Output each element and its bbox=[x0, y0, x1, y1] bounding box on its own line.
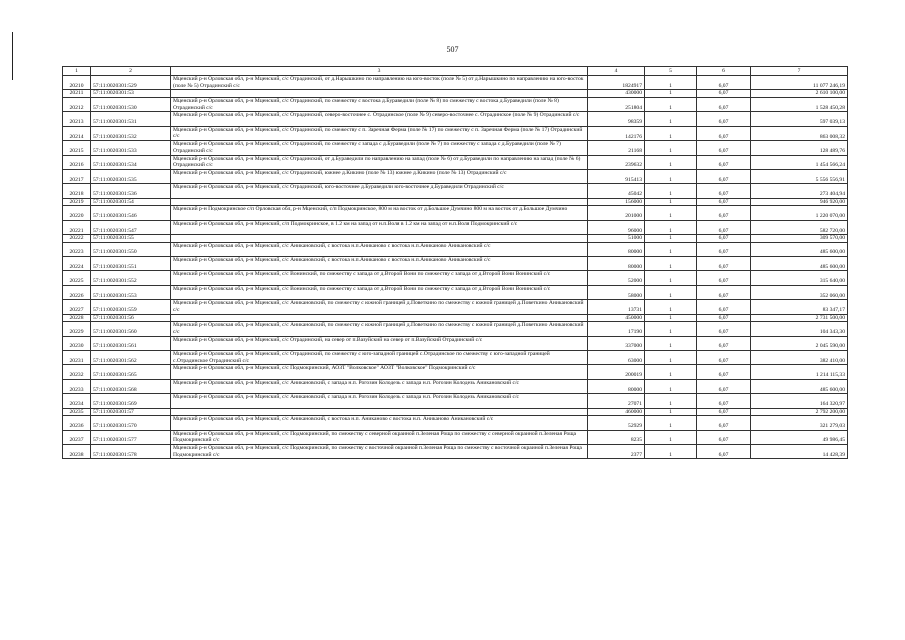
table-row bbox=[63, 206, 848, 220]
row-number: 20230 bbox=[63, 336, 91, 350]
cost-value: 485 600,00 bbox=[751, 379, 848, 393]
location-description: Мценский р-н Орловская обл, р-н Мценский, с/с Аникановский, с востока н.п.Аниканово с востока н.п.Аниканово Аникановский с/с bbox=[171, 257, 588, 271]
location-description bbox=[171, 198, 588, 206]
location-description: Мценский р-н Подмокринское с/п Орловская обл, р-н Мценский, с/п Подмокринское, 800 м на восток от д.Большое Думчино 800 м на восток от д.Большое Думчино bbox=[171, 206, 588, 220]
location-description: Мценский р-н Орловская обл, р-н Мценский, с/с Аникановский, с запада н.п. Рогозин Колодезь с запада н.п. Рогозин Колодезь Аникановский с/с bbox=[171, 379, 588, 393]
cadastral-number: 57:11:0020301:565 bbox=[91, 365, 171, 379]
location-description: Мценский р-н Орловская обл, р-н Мценский, с/с Аникановский, с востока н.п.Аниканово с востока н.п.Аниканово Аникановский с/с bbox=[171, 242, 588, 256]
location-description: Мценский р-н Орловская обл, р-н Мценский, с/с Отрадинский, от д.Нарышкино по направлению на юго-восток (поле № 5) от д.Нарышкино по направлению на юго-восток (поле № 5) Отрадинский с/с bbox=[171, 76, 588, 90]
table-row bbox=[63, 198, 848, 206]
cost-value: 863 008,32 bbox=[751, 126, 848, 140]
col5-value: 1 bbox=[645, 169, 697, 183]
location-description: Мценский р-н Орловская обл, р-н Мценский, с/с Отрадинский, южнее д.Кикино (поле № 13) южнее д.Кикино (поле № 13) Отрадинский с/с bbox=[171, 169, 588, 183]
area-value: 450000 bbox=[588, 314, 645, 322]
cadastral-number: 57:11:0020301:529 bbox=[91, 76, 171, 90]
table-row bbox=[63, 314, 848, 322]
area-value: 80000 bbox=[588, 257, 645, 271]
row-number: 20212 bbox=[63, 97, 91, 111]
rate-value: 6,07 bbox=[697, 198, 751, 206]
row-number: 20214 bbox=[63, 126, 91, 140]
cost-value: 315 640,00 bbox=[751, 271, 848, 285]
area-value: 2377 bbox=[588, 444, 645, 458]
table-row bbox=[63, 220, 848, 234]
col5-value: 1 bbox=[645, 351, 697, 365]
cadastral-number: 57:11:0020301:547 bbox=[91, 220, 171, 234]
table-row bbox=[63, 336, 848, 350]
cadastral-number: 57:11:0020301:577 bbox=[91, 430, 171, 444]
table-row bbox=[63, 365, 848, 379]
cadastral-number: 57:11:0020301:531 bbox=[91, 112, 171, 126]
row-number: 20232 bbox=[63, 365, 91, 379]
location-description: Мценский р-н Орловская обл, р-н Мценский, с/с Отрадинский, по смежеству с востока д.Бураведили (поле № 8) по смежеству с востока д.Бураведили (поле № 8) Отрадинский с/с bbox=[171, 97, 588, 111]
row-number: 20229 bbox=[63, 322, 91, 336]
location-description: Мценский р-н Орловская обл, р-н Мценский, с/с Аникановский, по смежеству с южной границей д.Поветкино по смежеству с южной границей д.Поветкино Аникановский с/с bbox=[171, 300, 588, 314]
cost-value: 11 077 246,19 bbox=[751, 76, 848, 90]
area-value: 201000 bbox=[588, 206, 645, 220]
cost-value: 128 489,76 bbox=[751, 141, 848, 155]
column-header: 7 bbox=[751, 67, 848, 76]
rate-value: 6,07 bbox=[697, 271, 751, 285]
rate-value: 6,07 bbox=[697, 220, 751, 234]
col5-value: 1 bbox=[645, 242, 697, 256]
col5-value: 1 bbox=[645, 322, 697, 336]
col5-value: 1 bbox=[645, 408, 697, 416]
col5-value: 1 bbox=[645, 126, 697, 140]
cadastral-number: 57:11:0020301:578 bbox=[91, 444, 171, 458]
rate-value: 6,07 bbox=[697, 242, 751, 256]
margin-line bbox=[12, 32, 13, 80]
cadastral-number: 57:11:0020301:533 bbox=[91, 141, 171, 155]
col5-value: 1 bbox=[645, 206, 697, 220]
col5-value: 1 bbox=[645, 235, 697, 243]
table-row bbox=[63, 300, 848, 314]
row-number: 20226 bbox=[63, 285, 91, 299]
location-description: Мценский р-н Орловская обл, р-н Мценский, с/с Отрадинский, северо-восточнее с. Отрадинское (поле № 9) северо-восточнее с. Отрадинское (поле № 9) Отрадинский с/с bbox=[171, 112, 588, 126]
location-description: Мценский р-н Орловская обл, р-н Мценский, с/п Подмокринское, в 1.2 км на запад от н.п.Воля в 1.2 км на запад от н.п.Воля Подмокринский с/с bbox=[171, 220, 588, 234]
cadastral-number: 57:11:0020301:57 bbox=[91, 408, 171, 416]
rate-value: 6,07 bbox=[697, 235, 751, 243]
cadastral-number: 57:11:0020301:535 bbox=[91, 169, 171, 183]
table-row bbox=[63, 322, 848, 336]
cost-value: 309 570,00 bbox=[751, 235, 848, 243]
location-description: Мценский р-н Орловская обл, р-н Мценский, с/с Подмокринский, по смежеству с восточной окраиной п.Зеленая Роща по смежеству с восточной окраиной п.Зеленая Роща Подмокринский с/с bbox=[171, 444, 588, 458]
area-value: 80000 bbox=[588, 379, 645, 393]
row-number: 20224 bbox=[63, 257, 91, 271]
rate-value: 6,07 bbox=[697, 314, 751, 322]
cost-value: 14 428,39 bbox=[751, 444, 848, 458]
row-number: 20223 bbox=[63, 242, 91, 256]
area-value: 27071 bbox=[588, 394, 645, 408]
location-description: Мценский р-н Орловская обл, р-н Мценский, с/с Вонинский, по смежеству с запада от д.Второй Вони по смежеству с запада от д.Второй Вони Вонинский с/с bbox=[171, 271, 588, 285]
table-row bbox=[63, 271, 848, 285]
row-number: 20236 bbox=[63, 416, 91, 430]
rate-value: 6,07 bbox=[697, 76, 751, 90]
row-number: 20219 bbox=[63, 198, 91, 206]
area-value: 251804 bbox=[588, 97, 645, 111]
area-value: 98359 bbox=[588, 112, 645, 126]
rate-value: 6,07 bbox=[697, 365, 751, 379]
cost-value: 946 920,00 bbox=[751, 198, 848, 206]
cadastral-number: 57:11:0020301:559 bbox=[91, 300, 171, 314]
table-row bbox=[63, 394, 848, 408]
row-number: 20211 bbox=[63, 90, 91, 98]
col5-value: 1 bbox=[645, 141, 697, 155]
cadastral-number: 57:11:0020301:569 bbox=[91, 394, 171, 408]
cadastral-number: 57:11:0020301:562 bbox=[91, 351, 171, 365]
cadastral-number: 57:11:0020301:568 bbox=[91, 379, 171, 393]
cost-value: 2 731 500,00 bbox=[751, 314, 848, 322]
col5-value: 1 bbox=[645, 336, 697, 350]
col5-value: 1 bbox=[645, 416, 697, 430]
cadastral-number: 57:11:0020301:530 bbox=[91, 97, 171, 111]
row-number: 20231 bbox=[63, 351, 91, 365]
cost-value: 2 792 200,00 bbox=[751, 408, 848, 416]
table-row bbox=[63, 126, 848, 140]
location-description bbox=[171, 408, 588, 416]
cost-value: 104 343,30 bbox=[751, 322, 848, 336]
row-number: 20218 bbox=[63, 184, 91, 198]
table-row bbox=[63, 444, 848, 458]
location-description: Мценский р-н Орловская обл, р-н Мценский, с/с Отрадинский, по смежеству с запада с д.Бураведили (поле № 7) по смежеству с запада с д.Бураведили (поле № 7) Отрадинский с/с bbox=[171, 141, 588, 155]
cadastre-table bbox=[62, 66, 848, 459]
rate-value: 6,07 bbox=[697, 408, 751, 416]
table-row bbox=[63, 351, 848, 365]
page-number: 507 bbox=[446, 45, 459, 54]
col5-value: 1 bbox=[645, 184, 697, 198]
rate-value: 6,07 bbox=[697, 379, 751, 393]
cadastral-number: 57:11:0020301:560 bbox=[91, 322, 171, 336]
row-number: 20228 bbox=[63, 314, 91, 322]
rate-value: 6,07 bbox=[697, 430, 751, 444]
location-description bbox=[171, 90, 588, 98]
col5-value: 1 bbox=[645, 257, 697, 271]
area-value: 51000 bbox=[588, 235, 645, 243]
rate-value: 6,07 bbox=[697, 141, 751, 155]
col5-value: 1 bbox=[645, 365, 697, 379]
column-header: 3 bbox=[171, 67, 588, 76]
cadastral-number: 57:11:0020301:561 bbox=[91, 336, 171, 350]
area-value: 8235 bbox=[588, 430, 645, 444]
location-description: Мценский р-н Орловская обл, р-н Мценский, с/с Вонинский, по смежеству с запада от д.Второй Вони по смежеству с запада от д.Второй Вони Вонинский с/с bbox=[171, 285, 588, 299]
cost-value: 485 600,00 bbox=[751, 242, 848, 256]
location-description bbox=[171, 235, 588, 243]
table-row bbox=[63, 235, 848, 243]
col5-value: 1 bbox=[645, 444, 697, 458]
area-value: 156000 bbox=[588, 198, 645, 206]
col5-value: 1 bbox=[645, 379, 697, 393]
table-row bbox=[63, 257, 848, 271]
rate-value: 6,07 bbox=[697, 90, 751, 98]
col5-value: 1 bbox=[645, 271, 697, 285]
rate-value: 6,07 bbox=[697, 97, 751, 111]
cost-value: 1 214 115,33 bbox=[751, 365, 848, 379]
table-row bbox=[63, 408, 848, 416]
table-row bbox=[63, 141, 848, 155]
location-description: Мценский р-н Орловская обл, р-н Мценский, с/с Аникановский, по смежеству с южной границей д.Поветкино по смежеству с южной границей д.Поветкино Аникановский с/с bbox=[171, 322, 588, 336]
cadastral-number: 57:11:0020301:551 bbox=[91, 257, 171, 271]
cadastral-number: 57:11:0020301:570 bbox=[91, 416, 171, 430]
area-value: 13731 bbox=[588, 300, 645, 314]
area-value: 63000 bbox=[588, 351, 645, 365]
location-description: Мценский р-н Орловская обл, р-н Мценский, с/с Аникановский, с запада н.п. Рогозин Колодезь с запада н.п. Рогозин Колодезь Аникановский с/с bbox=[171, 394, 588, 408]
rate-value: 6,07 bbox=[697, 206, 751, 220]
col5-value: 1 bbox=[645, 314, 697, 322]
location-description: Мценский р-н Орловская обл, р-н Мценский, с/с Отрадинский, от д.Бураведили по направлению на запад (поле № 6) от д.Бураведили по направлению на запад (поле № 6) Отрадинский с/с bbox=[171, 155, 588, 169]
location-description: Мценский р-н Орловская обл, р-н Мценский, с/с Аникановский, с востока н.п. Аниканово с востока н.п. Аниканово Аникановский с/с bbox=[171, 416, 588, 430]
col5-value: 1 bbox=[645, 76, 697, 90]
col5-value: 1 bbox=[645, 155, 697, 169]
area-value: 52000 bbox=[588, 271, 645, 285]
cost-value: 83 347,17 bbox=[751, 300, 848, 314]
cost-value: 273 404,94 bbox=[751, 184, 848, 198]
row-number: 20213 bbox=[63, 112, 91, 126]
table-row bbox=[63, 76, 848, 90]
row-number: 20234 bbox=[63, 394, 91, 408]
cadastral-number: 57:11:0020301:532 bbox=[91, 126, 171, 140]
table-row bbox=[63, 416, 848, 430]
area-value: 1824917 bbox=[588, 76, 645, 90]
rate-value: 6,07 bbox=[697, 155, 751, 169]
rate-value: 6,07 bbox=[697, 169, 751, 183]
rate-value: 6,07 bbox=[697, 300, 751, 314]
col5-value: 1 bbox=[645, 220, 697, 234]
area-value: 17190 bbox=[588, 322, 645, 336]
row-number: 20233 bbox=[63, 379, 91, 393]
cost-value: 1 454 566,24 bbox=[751, 155, 848, 169]
row-number: 20227 bbox=[63, 300, 91, 314]
cost-value: 1 220 070,00 bbox=[751, 206, 848, 220]
cadastral-number: 57:11:0020301:546 bbox=[91, 206, 171, 220]
table-body bbox=[63, 76, 848, 459]
row-number: 20210 bbox=[63, 76, 91, 90]
area-value: 21168 bbox=[588, 141, 645, 155]
cost-value: 352 060,00 bbox=[751, 285, 848, 299]
col5-value: 1 bbox=[645, 97, 697, 111]
rate-value: 6,07 bbox=[697, 444, 751, 458]
col5-value: 1 bbox=[645, 198, 697, 206]
table-row bbox=[63, 379, 848, 393]
rate-value: 6,07 bbox=[697, 336, 751, 350]
table-row bbox=[63, 155, 848, 169]
column-header: 5 bbox=[645, 67, 697, 76]
column-header: 4 bbox=[588, 67, 645, 76]
area-value: 200019 bbox=[588, 365, 645, 379]
location-description: Мценский р-н Орловская обл, р-н Мценский, с/с Отрадинский, по смежеству с п. Заречная Ферма (поле № 17) по смежеству с п. Заречная Ферма (поле № 17) Отрадинский с/с bbox=[171, 126, 588, 140]
rate-value: 6,07 bbox=[697, 257, 751, 271]
area-value: 430000 bbox=[588, 90, 645, 98]
col5-value: 1 bbox=[645, 300, 697, 314]
location-description: Мценский р-н Орловская обл, р-н Мценский, с/с Отрадинский, на север от п.Вазуйский на север от п.Вазуйский Отрадинский с/с bbox=[171, 336, 588, 350]
col5-value: 1 bbox=[645, 112, 697, 126]
location-description: Мценский р-н Орловская обл, р-н Мценский, с/с Подмокринский, по смежеству с северной окраиной п.Зеленая Роща по смежеству с северной окраиной п.Зеленая Роща Подмокринский с/с bbox=[171, 430, 588, 444]
row-number: 20215 bbox=[63, 141, 91, 155]
area-value: 58000 bbox=[588, 285, 645, 299]
cost-value: 164 320,97 bbox=[751, 394, 848, 408]
row-number: 20237 bbox=[63, 430, 91, 444]
row-number: 20222 bbox=[63, 235, 91, 243]
cost-value: 2 610 100,00 bbox=[751, 90, 848, 98]
cost-value: 5 556 556,91 bbox=[751, 169, 848, 183]
location-description bbox=[171, 314, 588, 322]
cadastral-number: 57:11:0020301:53 bbox=[91, 90, 171, 98]
rate-value: 6,07 bbox=[697, 112, 751, 126]
cost-value: 485 600,00 bbox=[751, 257, 848, 271]
location-description: Мценский р-н Орловская обл, р-н Мценский, с/с Отрадинский, юго-восточнее д.Бураведили юго-восточнее д.Бураведили Отрадинский с/с bbox=[171, 184, 588, 198]
cost-value: 597 039,13 bbox=[751, 112, 848, 126]
table-row bbox=[63, 169, 848, 183]
col5-value: 1 bbox=[645, 394, 697, 408]
col5-value: 1 bbox=[645, 430, 697, 444]
cost-value: 49 986,45 bbox=[751, 430, 848, 444]
rate-value: 6,07 bbox=[697, 126, 751, 140]
cadastral-number: 57:11:0020301:56 bbox=[91, 314, 171, 322]
table-row bbox=[63, 242, 848, 256]
rate-value: 6,07 bbox=[697, 394, 751, 408]
location-description: Мценский р-н Орловская обл, р-н Мценский, с/с Отрадинский, по смежеству с юго-западной границей с.Отрадинское по смежеству с юго-западной границей с.Отрадинское Отрадинский с/с bbox=[171, 351, 588, 365]
area-value: 239632 bbox=[588, 155, 645, 169]
area-value: 337000 bbox=[588, 336, 645, 350]
area-value: 915413 bbox=[588, 169, 645, 183]
header-row bbox=[63, 67, 848, 76]
cost-value: 2 045 590,00 bbox=[751, 336, 848, 350]
table-row bbox=[63, 184, 848, 198]
column-header: 6 bbox=[697, 67, 751, 76]
cadastral-number: 57:11:0020301:536 bbox=[91, 184, 171, 198]
cost-value: 321 279,03 bbox=[751, 416, 848, 430]
row-number: 20238 bbox=[63, 444, 91, 458]
cadastral-number: 57:11:0020301:553 bbox=[91, 285, 171, 299]
cadastral-number: 57:11:0020301:552 bbox=[91, 271, 171, 285]
table-row bbox=[63, 97, 848, 111]
table-row bbox=[63, 112, 848, 126]
cadastral-number: 57:11:0020301:550 bbox=[91, 242, 171, 256]
table-row bbox=[63, 90, 848, 98]
column-header: 1 bbox=[63, 67, 91, 76]
row-number: 20225 bbox=[63, 271, 91, 285]
cadastral-number: 57:11:0020301:54 bbox=[91, 198, 171, 206]
row-number: 20235 bbox=[63, 408, 91, 416]
cost-value: 1 528 450,28 bbox=[751, 97, 848, 111]
area-value: 96000 bbox=[588, 220, 645, 234]
row-number: 20220 bbox=[63, 206, 91, 220]
rate-value: 6,07 bbox=[697, 322, 751, 336]
row-number: 20217 bbox=[63, 169, 91, 183]
cadastral-number: 57:11:0020301:534 bbox=[91, 155, 171, 169]
row-number: 20216 bbox=[63, 155, 91, 169]
row-number: 20221 bbox=[63, 220, 91, 234]
cadastral-number: 57:11:0020301:55 bbox=[91, 235, 171, 243]
table-row bbox=[63, 285, 848, 299]
col5-value: 1 bbox=[645, 90, 697, 98]
cost-value: 382 410,00 bbox=[751, 351, 848, 365]
area-value: 80000 bbox=[588, 242, 645, 256]
rate-value: 6,07 bbox=[697, 351, 751, 365]
location-description: Мценский р-н Орловская обл, р-н Мценский, с/с Подмокринский, АОЗТ "Волковское" АОЗТ "Волковское" Подмокринский с/с bbox=[171, 365, 588, 379]
col5-value: 1 bbox=[645, 285, 697, 299]
area-value: 45042 bbox=[588, 184, 645, 198]
rate-value: 6,07 bbox=[697, 285, 751, 299]
rate-value: 6,07 bbox=[697, 416, 751, 430]
column-header: 2 bbox=[91, 67, 171, 76]
area-value: 52929 bbox=[588, 416, 645, 430]
area-value: 460000 bbox=[588, 408, 645, 416]
area-value: 142176 bbox=[588, 126, 645, 140]
rate-value: 6,07 bbox=[697, 184, 751, 198]
table-row bbox=[63, 430, 848, 444]
cost-value: 582 720,00 bbox=[751, 220, 848, 234]
